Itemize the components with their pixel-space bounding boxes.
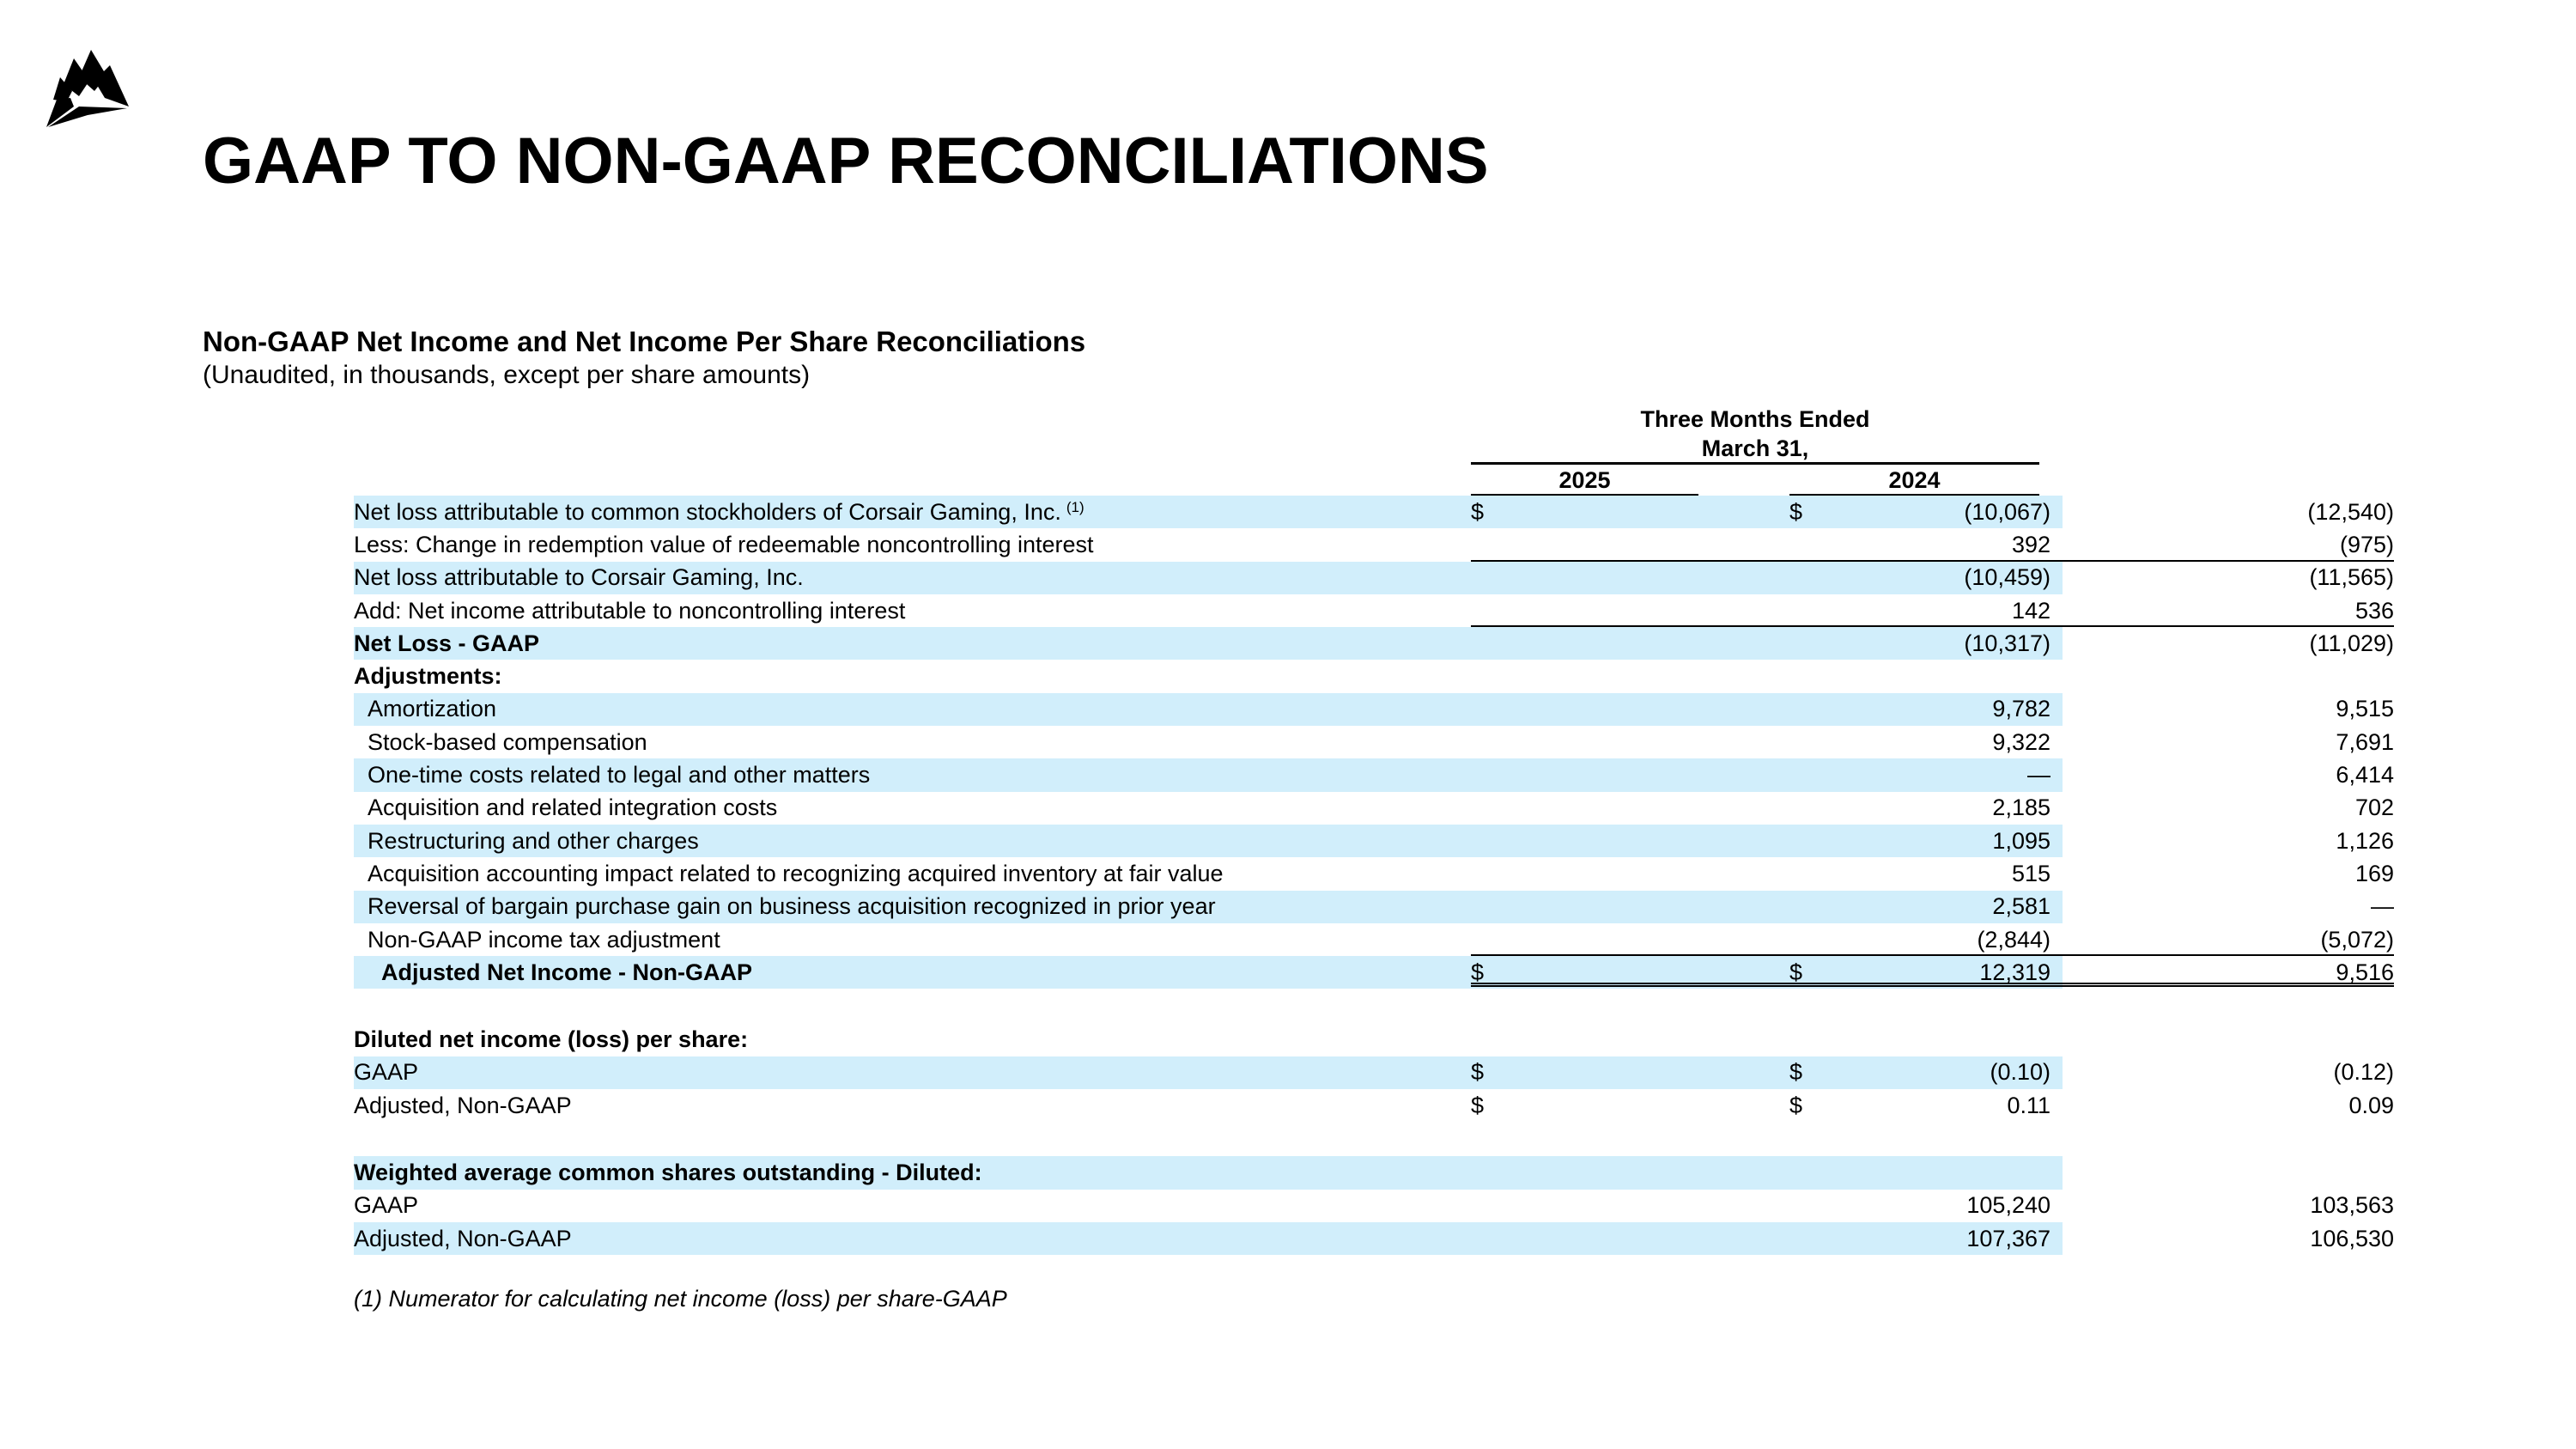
row-label: Net loss attributable to Corsair Gaming, Inc. [354, 564, 804, 591]
value-2024: 7,691 [2336, 728, 2394, 755]
value-2025: 9,322 [1992, 728, 2050, 755]
row-label: Adjusted, Non-GAAP [354, 1092, 572, 1118]
row-label: GAAP [354, 1059, 419, 1086]
row-label: Adjusted, Non-GAAP [354, 1225, 572, 1251]
table-row [354, 1156, 2063, 1189]
section-subtitle: (Unaudited, in thousands, except per share amounts) [203, 361, 811, 389]
row-label: Weighted average common shares outstanding - Diluted: [354, 1159, 982, 1185]
column-header-2024: 2024 [1888, 467, 1941, 493]
table-row [354, 1089, 2394, 1122]
value-2025: 0.11 [2007, 1092, 2050, 1118]
table-row [354, 1056, 2394, 1089]
table-row [354, 562, 2394, 594]
table-row [354, 891, 2394, 923]
row-label: Restructuring and other charges [368, 827, 699, 854]
value-2024: (12,540) [2307, 498, 2394, 525]
page-title: GAAP TO NON-GAAP RECONCILIATIONS [203, 125, 1489, 198]
table-row [354, 693, 2394, 726]
table-row [354, 660, 2063, 692]
value-2024: (11,565) [2309, 564, 2394, 591]
value-2024: 103,563 [2310, 1192, 2394, 1219]
row-label: Stock-based compensation [368, 728, 647, 755]
value-2025: 2,581 [1992, 893, 2050, 920]
value-2025: 9,782 [1992, 696, 2050, 722]
value-2024: 536 [2354, 597, 2394, 624]
column-header-2025: 2025 [1558, 467, 1611, 493]
row-label: Adjustments: [354, 663, 502, 690]
currency-symbol: $ [1789, 1059, 1803, 1086]
value-2024: (0.12) [2333, 1059, 2394, 1086]
value-2025: (10,459) [1964, 564, 2050, 591]
currency-symbol: $ [1471, 1092, 1485, 1118]
currency-symbol: $ [1471, 498, 1485, 525]
currency-symbol: $ [1789, 498, 1803, 525]
value-2024: — [2371, 893, 2394, 920]
table-row [354, 528, 2394, 561]
value-2025: 2,185 [1992, 795, 2050, 821]
period-header-line1: Three Months Ended [1640, 406, 1870, 432]
value-2024: 9,516 [2336, 959, 2394, 985]
value-2025: 105,240 [1966, 1192, 2050, 1219]
corsair-sails-logo-icon [45, 46, 131, 129]
value-2025: 107,367 [1966, 1225, 2050, 1251]
total-double-rule [1789, 983, 2394, 987]
row-spacer [354, 1122, 2063, 1156]
row-label: Less: Change in redemption value of redeemable noncontrolling interest [354, 531, 1094, 557]
table-row [354, 825, 2394, 857]
value-2024: 702 [2354, 795, 2394, 821]
row-spacer [354, 989, 2063, 1023]
value-2025: (2,844) [1977, 926, 2050, 953]
row-label: GAAP [354, 1192, 419, 1219]
currency-symbol: $ [1789, 1092, 1803, 1118]
row-label: Net loss attributable to common stockholders of Corsair Gaming, Inc. (1) [354, 498, 1084, 525]
row-label: One-time costs related to legal and other matters [368, 762, 871, 788]
value-2025: — [2027, 762, 2050, 788]
row-label: Add: Net income attributable to noncontrolling interest [354, 597, 906, 624]
table-row [354, 956, 2394, 989]
footnote-ref: (1) [1066, 498, 1084, 515]
reconciliation-table [354, 496, 2394, 1255]
row-label: Acquisition accounting impact related to recognizing acquired inventory at fair value [368, 860, 1224, 886]
value-2025: 1,095 [1992, 827, 2050, 854]
value-2024: 106,530 [2310, 1225, 2394, 1251]
value-2025: (10,067) [1964, 498, 2050, 525]
value-2024: 9,515 [2336, 696, 2394, 722]
table-row [354, 726, 2394, 758]
value-2024: (11,029) [2309, 630, 2394, 656]
value-2024: (5,072) [2320, 926, 2394, 953]
row-label: Diluted net income (loss) per share: [354, 1026, 749, 1053]
header-rule [1471, 462, 2039, 465]
table-row [354, 792, 2394, 825]
row-label: Net Loss - GAAP [354, 630, 540, 656]
value-2025: (10,317) [1964, 630, 2050, 656]
value-2025: 515 [2011, 860, 2050, 886]
value-2024: 6,414 [2336, 762, 2394, 788]
table-row [354, 758, 2394, 791]
row-label: Non-GAAP income tax adjustment [368, 926, 720, 953]
table-row [354, 1023, 2063, 1056]
table-row [354, 496, 2394, 528]
table-row [354, 857, 2394, 890]
table-row [354, 627, 2394, 660]
table-row [354, 1190, 2394, 1222]
value-2024: (975) [2339, 531, 2394, 557]
row-label: Amortization [368, 696, 497, 722]
value-2025: (0.10) [1990, 1059, 2050, 1086]
period-header-line2: March 31, [1701, 435, 1809, 461]
table-row [354, 1222, 2394, 1255]
currency-symbol: $ [1789, 959, 1803, 985]
value-2025: 392 [2011, 531, 2050, 557]
value-2025: 12,319 [1979, 959, 2050, 985]
row-label: Reversal of bargain purchase gain on business acquisition recognized in prior year [368, 893, 1216, 920]
value-2024: 1,126 [2336, 827, 2394, 854]
section-title: Non-GAAP Net Income and Net Income Per Share Reconciliations [203, 326, 1086, 357]
currency-symbol: $ [1471, 1059, 1485, 1086]
footnote: (1) Numerator for calculating net income (loss) per share-GAAP [354, 1286, 1007, 1312]
currency-symbol: $ [1471, 959, 1485, 985]
value-2025: 142 [2011, 597, 2050, 624]
row-label: Adjusted Net Income - Non-GAAP [381, 959, 753, 985]
row-label: Acquisition and related integration costs [368, 795, 778, 821]
table-row [354, 923, 2394, 956]
value-2024: 0.09 [2348, 1092, 2394, 1118]
table-row [354, 594, 2394, 627]
value-2024: 169 [2354, 860, 2394, 886]
